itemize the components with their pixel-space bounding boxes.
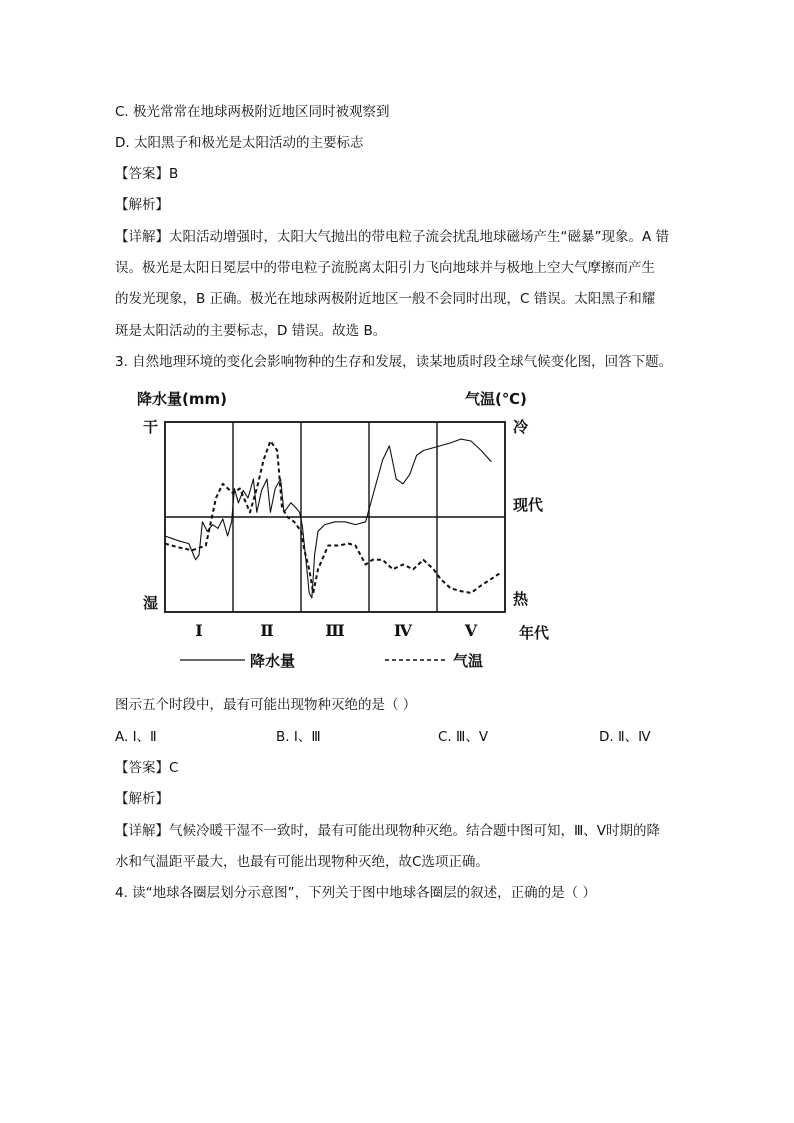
- q2-detail-line-4: 斑是太阳活动的主要标志，D 错误。故选 B。: [115, 323, 387, 339]
- q3-stem: 3. 自然地理环境的变化会影响物种的生存和发展，读某地质时段全球气候变化图，回答下题。: [115, 354, 673, 370]
- x-tick-label: Ⅲ: [325, 621, 345, 640]
- right-bottom-label: 热: [513, 590, 529, 608]
- q3-analysis-heading: 【解析】: [115, 791, 169, 807]
- left-axis-title: 降水量(mm): [137, 390, 227, 408]
- q3-answer: 【答案】C: [115, 760, 179, 776]
- q2-detail-line-2: 误。极光是太阳日冕层中的带电粒子流脱离太阳引力飞向地球并与极地上空大气摩擦而产生: [115, 260, 655, 276]
- legend-precip-label: 降水量: [250, 652, 296, 670]
- q3-option-a: A. Ⅰ、Ⅱ: [115, 729, 157, 745]
- climate-change-chart: [135, 380, 550, 675]
- q3-option-c: C. Ⅲ、Ⅴ: [438, 729, 489, 745]
- q2-analysis-heading: 【解析】: [115, 197, 169, 213]
- x-tick-label: Ⅴ: [464, 621, 478, 640]
- q3-option-b: B. Ⅰ、Ⅲ: [276, 729, 321, 745]
- left-bottom-label: 湿: [143, 594, 159, 612]
- q2-detail-line-1: 【详解】太阳活动增强时，太阳大气抛出的带电粒子流会扰乱地球磁场产生“磁暴”现象。A 错: [115, 229, 670, 245]
- q2-option-c: C. 极光常常在地球两极附近地区同时被观察到: [115, 104, 390, 120]
- right-axis-title: 气温(℃): [465, 390, 527, 408]
- plot-frame: [165, 422, 505, 612]
- left-top-label: 干: [143, 418, 159, 436]
- q2-answer: 【答案】B: [115, 166, 179, 182]
- chart-legend: [180, 652, 483, 670]
- right-top-label: 冷: [513, 418, 529, 436]
- x-tick-label: Ⅱ: [260, 621, 274, 640]
- q3-detail-line-2: 水和气温距平最大，也最有可能出现物种灭绝，故C选项正确。: [115, 854, 489, 870]
- q3-question: 图示五个时段中，最有可能出现物种灭绝的是（ ）: [115, 697, 417, 713]
- legend-temp-label: 气温: [453, 652, 484, 670]
- x-tick-label: Ⅰ: [195, 621, 203, 640]
- q4-stem: 4. 读“地球各圈层划分示意图”，下列关于图中地球各圈层的叙述，正确的是（ ）: [115, 885, 596, 901]
- q3-detail-line-1: 【详解】气候冷暖干湿不一致时，最有可能出现物种灭绝。结合题中图可知，Ⅲ、Ⅴ时期的降: [115, 823, 661, 839]
- precipitation-series-line: [165, 439, 491, 598]
- q3-option-d: D. Ⅱ、Ⅳ: [599, 729, 651, 745]
- q2-detail-line-3: 的发光现象，B 正确。极光在地球两极附近地区一般不会同时出现，C 错误。太阳黑子和耀: [115, 291, 656, 307]
- x-tick-label: Ⅳ: [393, 621, 413, 640]
- q2-option-d: D. 太阳黑子和极光是太阳活动的主要标志: [115, 135, 364, 151]
- right-middle-label: 现代: [513, 496, 544, 514]
- x-axis-title: 年代: [519, 624, 550, 642]
